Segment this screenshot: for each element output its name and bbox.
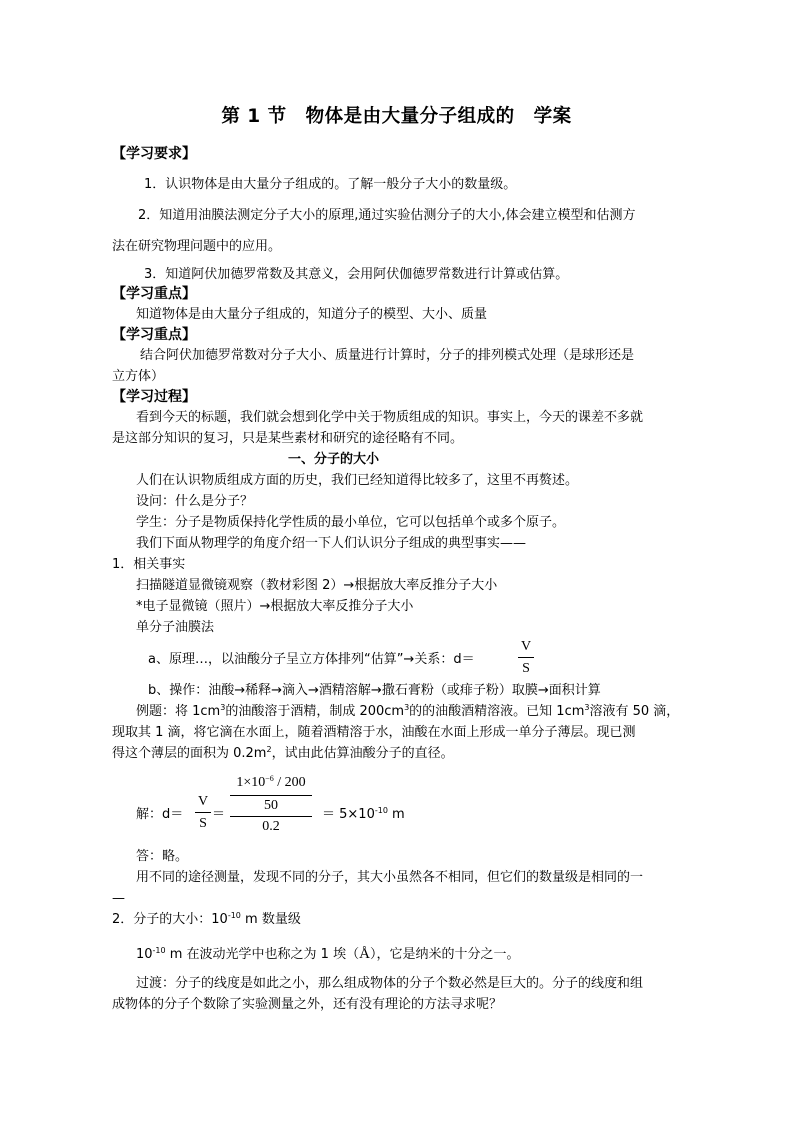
section-heading-focus: 【学习重点】: [112, 286, 196, 302]
fact-item-1: 扫描隧道显微镜观察（教材彩图 2）→根据放大率反推分子大小: [136, 578, 498, 593]
angstrom-text: $10^{-10}$ m 在波动光学中也称之为 1 埃（Å），它是纳米的十分之一。: [136, 946, 520, 962]
example-line-3: 得这个薄层的面积为 $0.2m^2$，试由此估算油酸分子的直径。: [112, 745, 454, 761]
solution-bottom-value: 0.2: [262, 819, 280, 834]
solution-equals: ＝: [212, 807, 226, 822]
requirement-item-3: 3．知道阿伏加德罗常数及其意义，会用阿伏伽德罗常数进行计算或估算。: [144, 267, 569, 282]
principle-fraction-denominator: S: [522, 661, 530, 676]
difficulty-text-cont: 立方体）: [112, 369, 165, 384]
molecule-size-heading: 2．分子的大小：$10^{-10}$ m 数量级: [112, 911, 301, 927]
section-heading-difficulty: 【学习重点】: [112, 327, 196, 343]
requirement-item-2-cont: 法在研究物理问题中的应用。: [112, 239, 282, 254]
solution-label: 解：d＝: [136, 807, 184, 822]
paragraph-history: 人们在认识物质组成方面的历史，我们已经知道得比较多了，这里不再赘述。: [136, 473, 579, 488]
subsection-title: 一、分子的大小: [288, 452, 380, 467]
fact-item-2: *电子显微镜（照片）→根据放大率反推分子大小: [136, 599, 414, 614]
page-title: 第 1 节 物体是由大量分子组成的 学案: [221, 106, 572, 127]
solution-S: S: [199, 816, 207, 831]
solution-main-bar: [230, 816, 312, 817]
solution-vs-bar: [195, 812, 211, 813]
difficulty-text: 结合阿伏加德罗常数对分子大小、质量进行计算时，分子的排列模式处理（是球形还是: [140, 348, 635, 363]
section-heading-process: 【学习过程】: [112, 389, 196, 405]
answer-text: 学生：分子是物质保持化学性质的最小单位，它可以包括单个或多个原子。: [136, 515, 566, 530]
solution-V: V: [197, 794, 209, 809]
paragraph-magnitude-cont: —: [112, 891, 125, 906]
paragraph-magnitude: 用不同的途径测量，发现不同的分子，其大小虽然各不相同，但它们的数量级是相同的一: [136, 870, 644, 885]
principle-fraction-numerator: V: [520, 639, 532, 654]
fact-item-3: 单分子油膜法: [136, 620, 215, 635]
question-text: 设问：什么是分子？: [136, 494, 254, 509]
principle-text: a、原理…，以油酸分子呈立方体排列“估算”→关系：d＝: [148, 652, 475, 667]
section-heading-requirements: 【学习要求】: [112, 146, 196, 162]
process-intro: 看到今天的标题，我们就会想到化学中关于物质组成的知识。事实上，今天的课差不多就: [136, 410, 644, 425]
answer-omitted: 答：略。: [136, 849, 189, 864]
solution-result: ＝ $5\times 10^{-10}$ m: [322, 806, 405, 822]
solution-top-numerator: $1\times 10^{-6} / 200$: [236, 774, 306, 790]
angstrom-symbol: Å: [359, 946, 370, 962]
transition-text: 过渡：分子的线度是如此之小，那么组成物体的分子个数必然是巨大的。分子的线度和组: [136, 976, 644, 991]
example-line-2: 现取其 1 滴，将它滴在水面上，随着酒精溶于水，油酸在水面上形成一单分子薄层。现已测: [112, 725, 636, 740]
principle-fraction-bar: [518, 657, 534, 658]
solution-inner-bar: [230, 795, 312, 796]
operation-text: b、操作：油酸→稀释→滴入→酒精溶解→撒石膏粉（或痱子粉）取膜→面积计算: [148, 683, 601, 698]
focus-text: 知道物体是由大量分子组成的，知道分子的模型、大小、质量: [136, 307, 488, 322]
requirement-item-1: 1．认识物体是由大量分子组成的。了解一般分子大小的数量级。: [144, 177, 517, 192]
facts-heading: 1．相关事实: [112, 557, 186, 572]
example-line-1: 例题：将 $1cm^3$的油酸溶于酒精，制成 $200cm^3$的的油酸酒精溶液。已知 $1cm^3$溶液有 50 滴，: [136, 703, 680, 719]
paragraph-intro-facts: 我们下面从物理学的角度介绍一下人们认识分子组成的典型事实——: [136, 536, 527, 551]
transition-text-cont: 成物体的分子个数除了实验测量之外，还有没有理论的方法寻求呢？: [112, 997, 503, 1012]
solution-mid-value: 50: [264, 798, 278, 813]
process-intro-cont: 是这部分知识的复习，只是某些素材和研究的途径略有不同。: [112, 431, 464, 446]
requirement-item-2: 2．知道用油膜法测定分子大小的原理,通过实验估测分子的大小,体会建立模型和估测方: [138, 208, 636, 223]
